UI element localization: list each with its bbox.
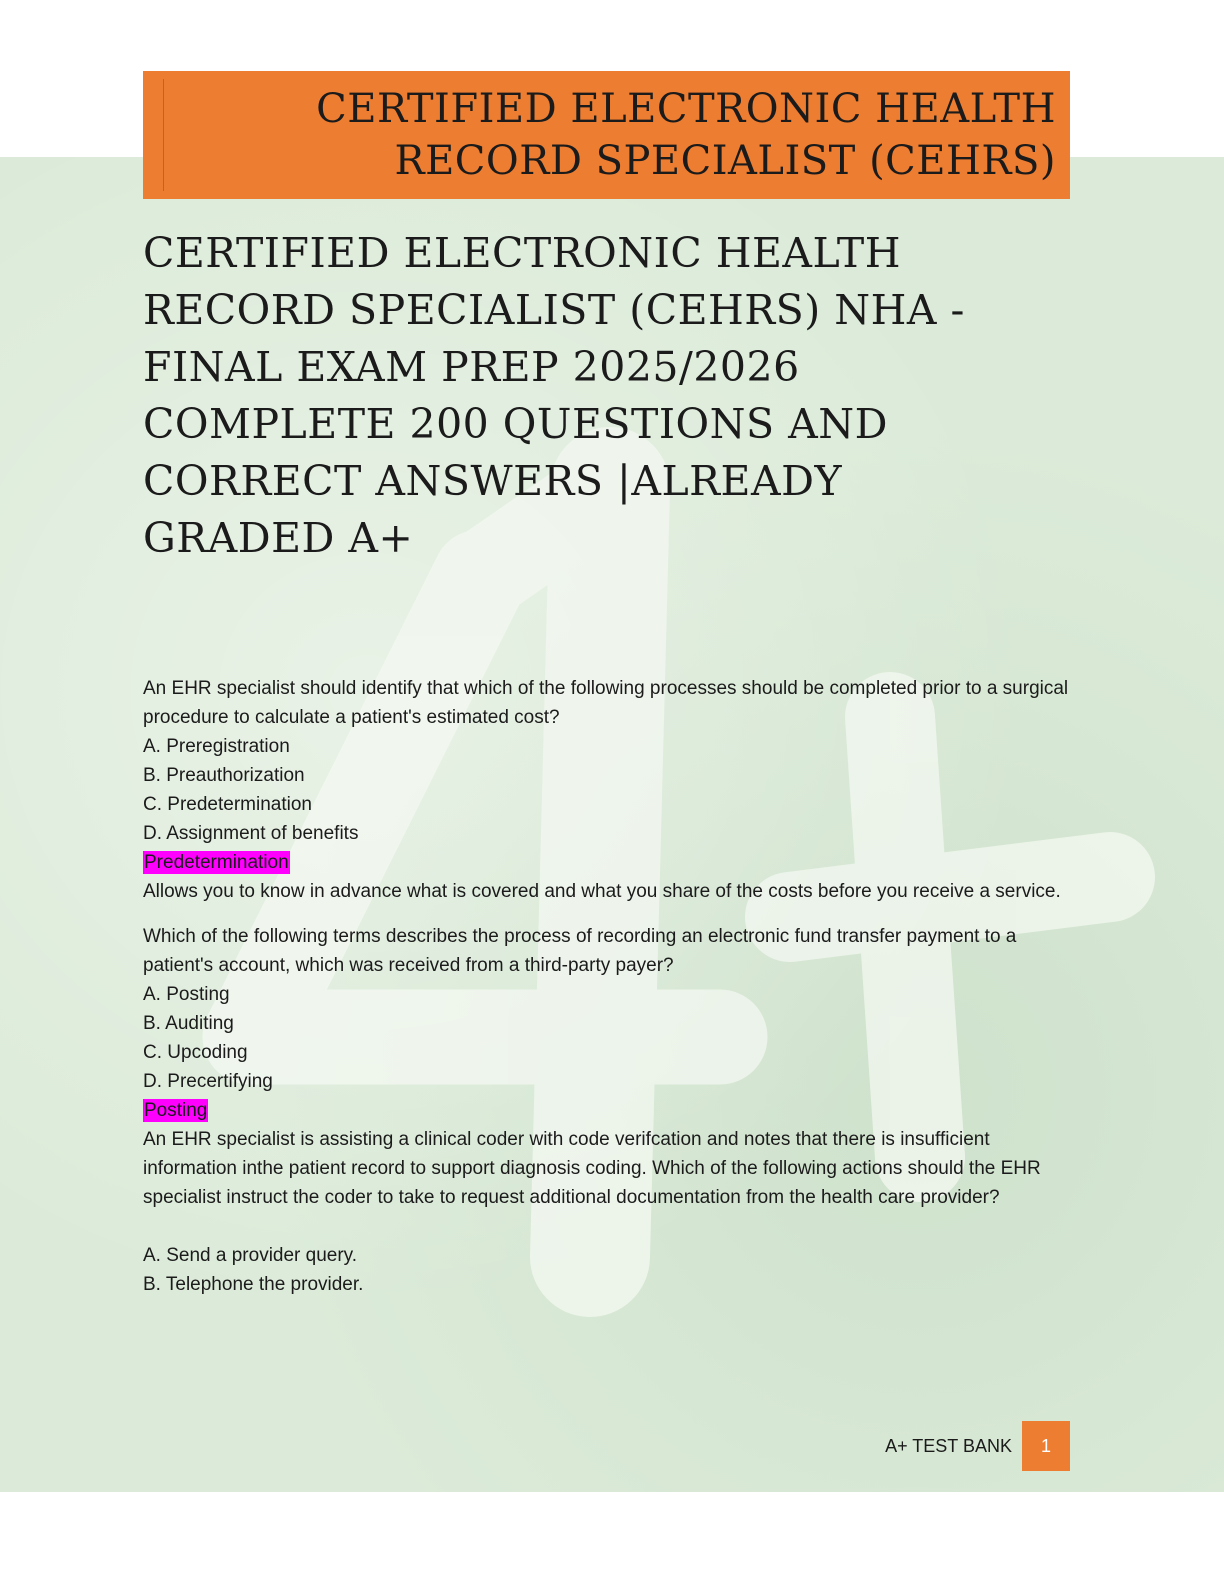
footer-label: A+ TEST BANK <box>885 1436 1012 1456</box>
document-title <box>143 225 1063 567</box>
question-block <box>143 922 1073 1125</box>
question-text: Which of the following terms describes the process of recording an electronic fund transfer payment to a patient's account, which was received from a third-party payer? <box>143 926 1017 976</box>
answer-option: A. Posting <box>143 984 230 1005</box>
document-title-line: FINAL EXAM PREP 2025/2026 <box>143 343 800 391</box>
header-title-line-1: CERTIFIED ELECTRONIC HEALTH <box>316 86 1056 132</box>
document-title-line: GRADED A+ <box>143 514 414 562</box>
answer-option: B. Preauthorization <box>143 765 305 786</box>
spacer <box>143 1212 1073 1241</box>
document-title-line: CERTIFIED ELECTRONIC HEALTH <box>143 229 902 277</box>
answer-option: C. Predetermination <box>143 794 312 815</box>
correct-answer-row <box>143 848 1073 877</box>
header-banner <box>143 71 1070 199</box>
answer-option: D. Precertifying <box>143 1071 273 1092</box>
banner-divider <box>163 79 164 191</box>
answer-option: B. Auditing <box>143 1013 234 1034</box>
answer-explanation: Allows you to know in advance what is covered and what you share of the costs before you receive a service. <box>143 881 1061 902</box>
question-block <box>143 1125 1073 1299</box>
header-title-line-2: RECORD SPECIALIST (CEHRS) <box>394 138 1056 184</box>
question-text: An EHR specialist should identify that which of the following processes should be completed prior to a surgical procedure to calculate a patient's estimated cost? <box>143 678 1069 728</box>
question-block <box>143 674 1073 906</box>
correct-answer-highlight: Posting <box>144 1100 208 1121</box>
correct-answer-row <box>143 1096 1073 1125</box>
header-title <box>316 83 1056 187</box>
answer-option: A. Preregistration <box>143 736 290 757</box>
document-title-line: COMPLETE 200 QUESTIONS AND <box>143 400 888 448</box>
answer-option: A. Send a provider query. <box>143 1245 358 1266</box>
document-title-line: CORRECT ANSWERS |ALREADY <box>143 457 843 505</box>
answer-option: D. Assignment of benefits <box>143 823 359 844</box>
page-number: 1 <box>1022 1421 1070 1471</box>
correct-answer-highlight: Predetermination <box>144 852 289 873</box>
answer-option: B. Telephone the provider. <box>143 1274 364 1295</box>
document-title-line: RECORD SPECIALIST (CEHRS) NHA - <box>143 286 965 334</box>
question-list <box>143 674 1073 1299</box>
question-text: An EHR specialist is assisting a clinical coder with code verifcation and notes that there is insufficient information inthe patient record to support diagnosis coding. Which of the following actions should the EHR specialist instruct the coder to take to request additional documentation from the health care provider? <box>143 1129 1041 1208</box>
answer-option: C. Upcoding <box>143 1042 248 1063</box>
